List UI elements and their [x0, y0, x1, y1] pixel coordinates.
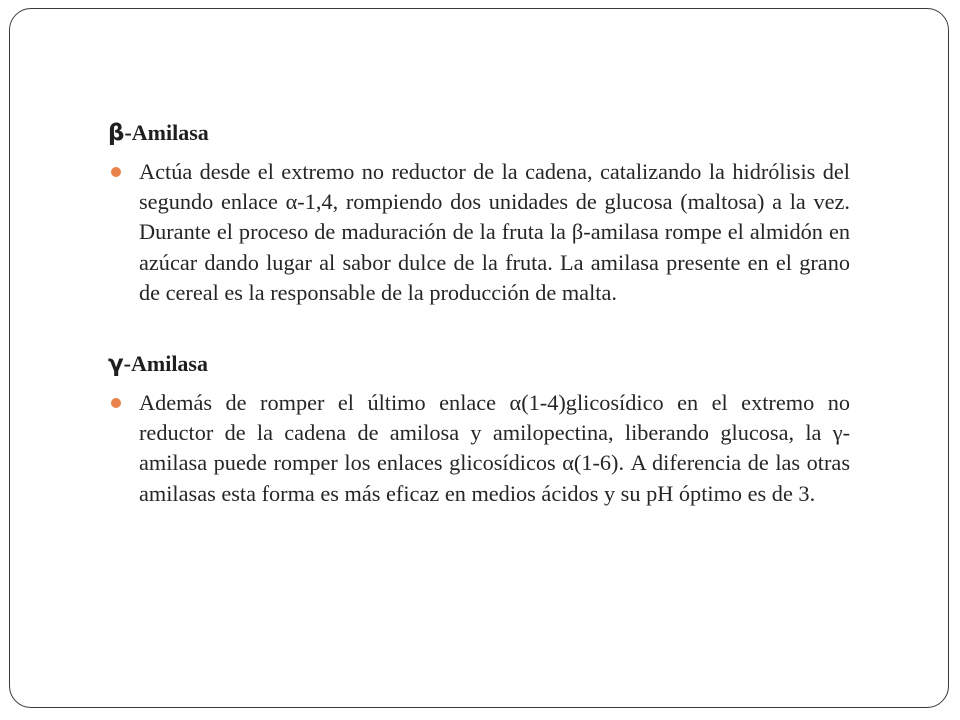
heading-text: -Amilasa: [124, 120, 209, 145]
section-gamma-amilasa: [108, 348, 850, 509]
bullet-dot-icon: [111, 167, 121, 177]
slide-content: [108, 117, 850, 509]
slide-frame: [9, 8, 949, 708]
section-heading: [108, 348, 850, 380]
section-beta-amilasa: [108, 117, 850, 308]
bullet-item: [108, 157, 850, 308]
section-heading: [108, 117, 850, 149]
bullet-paragraph: Actúa desde el extremo no reductor de la cadena, catalizando la hidrólisis del segundo enlace α-1,4, rompiendo dos unidades de glucosa (maltosa) a la vez. Durante el proceso de maduración de la fruta la β-amilasa rompe el almidón en azúcar dando lugar al sabor dulce de la fruta. La amilasa presente en el grano de cereal es la responsable de la producción de malta.: [139, 159, 850, 305]
greek-symbol-beta: β: [108, 120, 125, 146]
bullet-item: [108, 388, 850, 509]
bullet-paragraph: Además de romper el último enlace α(1-4)glicosídico en el extremo no reductor de la cadena de amilosa y amilopectina, liberando glucosa, la γ-amilasa puede romper los enlaces glicosídicos α(1-6). A diferencia de las otras amilasas esta forma es más eficaz en medios ácidos y su pH óptimo es de 3.: [139, 390, 850, 506]
heading-text: -Amilasa: [123, 351, 208, 377]
bullet-dot-icon: [111, 398, 121, 408]
greek-symbol-gamma: γ: [108, 351, 124, 378]
